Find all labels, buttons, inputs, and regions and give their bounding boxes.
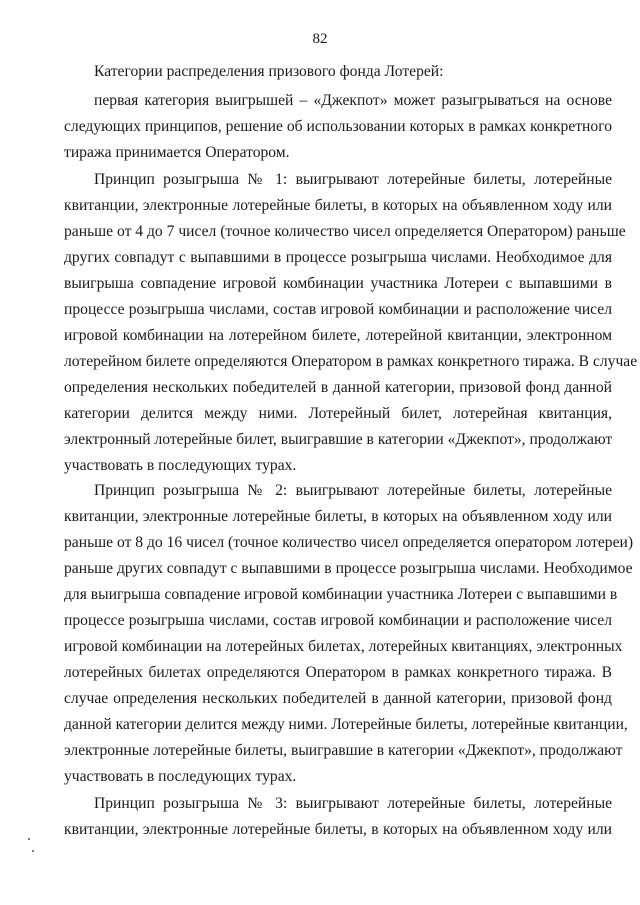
text-line: других совпадут с выпавшими в процессе розыгрыша числами. Необходимое для <box>64 249 612 266</box>
text-line: участвовать в последующих турах. <box>64 768 297 785</box>
text-line: игровой комбинации на лотерейных билетах, лотерейных квитанциях, электронных <box>64 638 623 655</box>
text-line: данной категории делится между ними. Лотерейные билеты, лотерейные квитанции, <box>64 716 628 733</box>
page-number: 82 <box>312 31 328 47</box>
text-line: процессе розыгрыша числами, состав игровой комбинации и расположение чисел <box>64 612 612 629</box>
text-line: определения нескольких победителей в данной категории, призовой фонд данной <box>64 379 612 396</box>
text-line: выигрыша совпадение игровой комбинации участника Лотереи с выпавшими в <box>64 275 612 292</box>
scan-specks <box>28 838 38 858</box>
text-line: первая категория выигрышей – «Джекпот» может разыгрываться на основе <box>94 92 612 109</box>
text-line: Принцип розыгрыша № 2: выигрывают лотерейные билеты, лотерейные <box>94 482 612 499</box>
text-line: раньше других совпадут с выпавшими в процессе розыгрыша числами. Необходимое <box>64 560 633 577</box>
text-line: Принцип розыгрыша № 3: выигрывают лотерейные билеты, лотерейные <box>94 795 612 812</box>
text-line: Принцип розыгрыша № 1: выигрывают лотерейные билеты, лотерейные <box>94 171 612 188</box>
section-heading: Категории распределения призового фонда Лотерей: <box>94 63 444 80</box>
text-line: лотерейных билетах определяются Оператором в рамках конкретного тиража. В <box>64 664 612 681</box>
text-line: квитанции, электронные лотерейные билеты, в которых на объявленном ходу или <box>64 508 612 525</box>
text-line: процессе розыгрыша числами, состав игровой комбинации и расположение чисел <box>64 301 612 318</box>
text-line: игровой комбинации на лотерейном билете, лотерейной квитанции, электронном <box>64 327 612 344</box>
text-line: квитанции, электронные лотерейные билеты, в которых на объявленном ходу или <box>64 197 612 214</box>
text-line: квитанции, электронные лотерейные билеты, в которых на объявленном ходу или <box>64 821 612 838</box>
text-line: раньше от 8 до 16 чисел (точное количество чисел определяется оператором лотереи) <box>64 534 634 551</box>
text-line: электронные лотерейные билеты, выигравшие в категории «Джекпот», продолжают <box>64 742 623 759</box>
text-line: раньше от 4 до 7 чисел (точное количество чисел определяется Оператором) раньше <box>64 223 626 240</box>
text-line: тиража принимается Оператором. <box>64 144 290 161</box>
text-line: электронный лотерейные билет, выигравшие в категории «Джекпот», продолжают <box>64 431 613 448</box>
text-line: для выигрыша совпадение игровой комбинации участника Лотереи с выпавшими в <box>64 586 618 603</box>
text-line: лотерейном билете определяются Оператором в рамках конкретного тиража. В случае <box>64 353 638 370</box>
text-line: случае определения нескольких победителей в данной категории, призовой фонд <box>64 690 612 707</box>
text-line: участвовать в последующих турах. <box>64 457 297 474</box>
text-line: следующих принципов, решение об использовании которых в рамках конкретного <box>64 118 612 135</box>
text-line: категории делится между ними. Лотерейный билет, лотерейная квитанция, <box>64 405 612 422</box>
